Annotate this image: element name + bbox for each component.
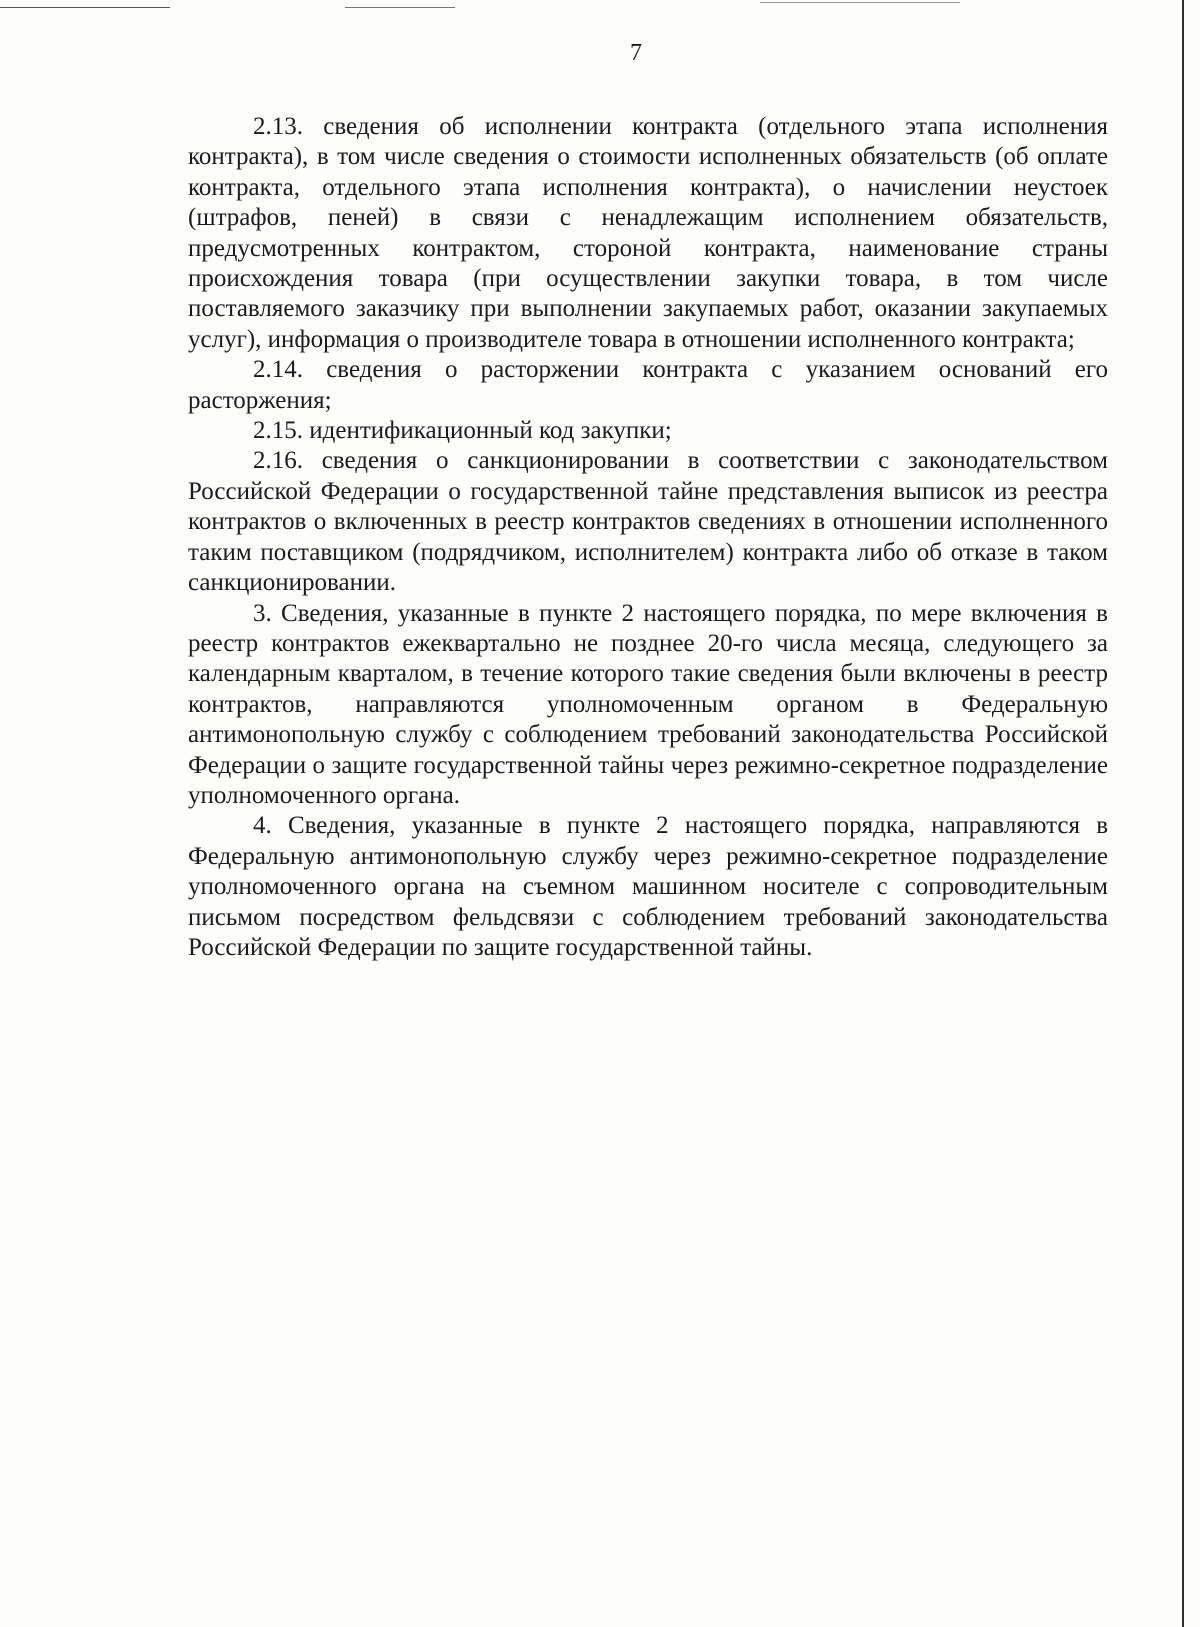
document-body — [188, 112, 1108, 963]
clause-2-16: 2.16. сведения о санкционировании в соответствии с законодательством Российской Федерации о государственной тайне представления выписок из реестра контрактов о включенных в реестр контрактов сведениях в отношении исполненного таким поставщиком (подрядчиком, исполнителем) контракта либо об отказе в таком санкционировании. — [188, 447, 1108, 597]
page-number: 7 — [630, 40, 642, 66]
scan-edge-top — [0, 7, 170, 8]
clause-4: 4. Сведения, указанные в пункте 2 настоящего порядка, направляются в Федеральную антимонопольную службу через режимно-секретное подразделение уполномоченного органа на съемном машинном носителе с сопроводительным письмом посредством фельдсвязи с соблюдением требований законодательства Российской Федерации по защите государственной тайны. — [188, 812, 1108, 961]
clause-2-15: 2.15. идентификационный код закупки; — [253, 417, 672, 445]
scan-edge-top — [760, 2, 960, 3]
clause-2-14: 2.14. сведения о расторжении контракта с указанием оснований его расторжения; — [188, 356, 1108, 414]
scan-edge-right — [1182, 0, 1184, 1627]
clause-2-13: 2.13. сведения об исполнении контракта (отдельного этапа исполнения контракта), в том числе сведения о стоимости исполненных обязательств (об оплате контракта, отдельного этапа исполнения контракта), о начислении неустоек (штрафов, пеней) в связи с ненадлежащим исполнением обязательств, предусмотренных контрактом, стороной контракта, наименование страны происхождения товара (при осуществлении закупки товара, в том числе поставляемого заказчику при выполнении закупаемых работ, оказании закупаемых услуг), информация о производителе товара в отношении исполненного контракта; — [188, 113, 1108, 353]
scan-edge-top — [345, 7, 455, 8]
clause-3: 3. Сведения, указанные в пункте 2 настоящего порядка, по мере включения в реестр контрактов ежеквартально не позднее 20-го числа месяца, следующего за календарным кварталом, в течение которого такие сведения были включены в реестр контрактов, направляются уполномоченным органом в Федеральную антимонопольную службу с соблюдением требований законодательства Российской Федерации о защите государственной тайны через режимно-секретное подразделение уполномоченного органа. — [188, 599, 1108, 809]
